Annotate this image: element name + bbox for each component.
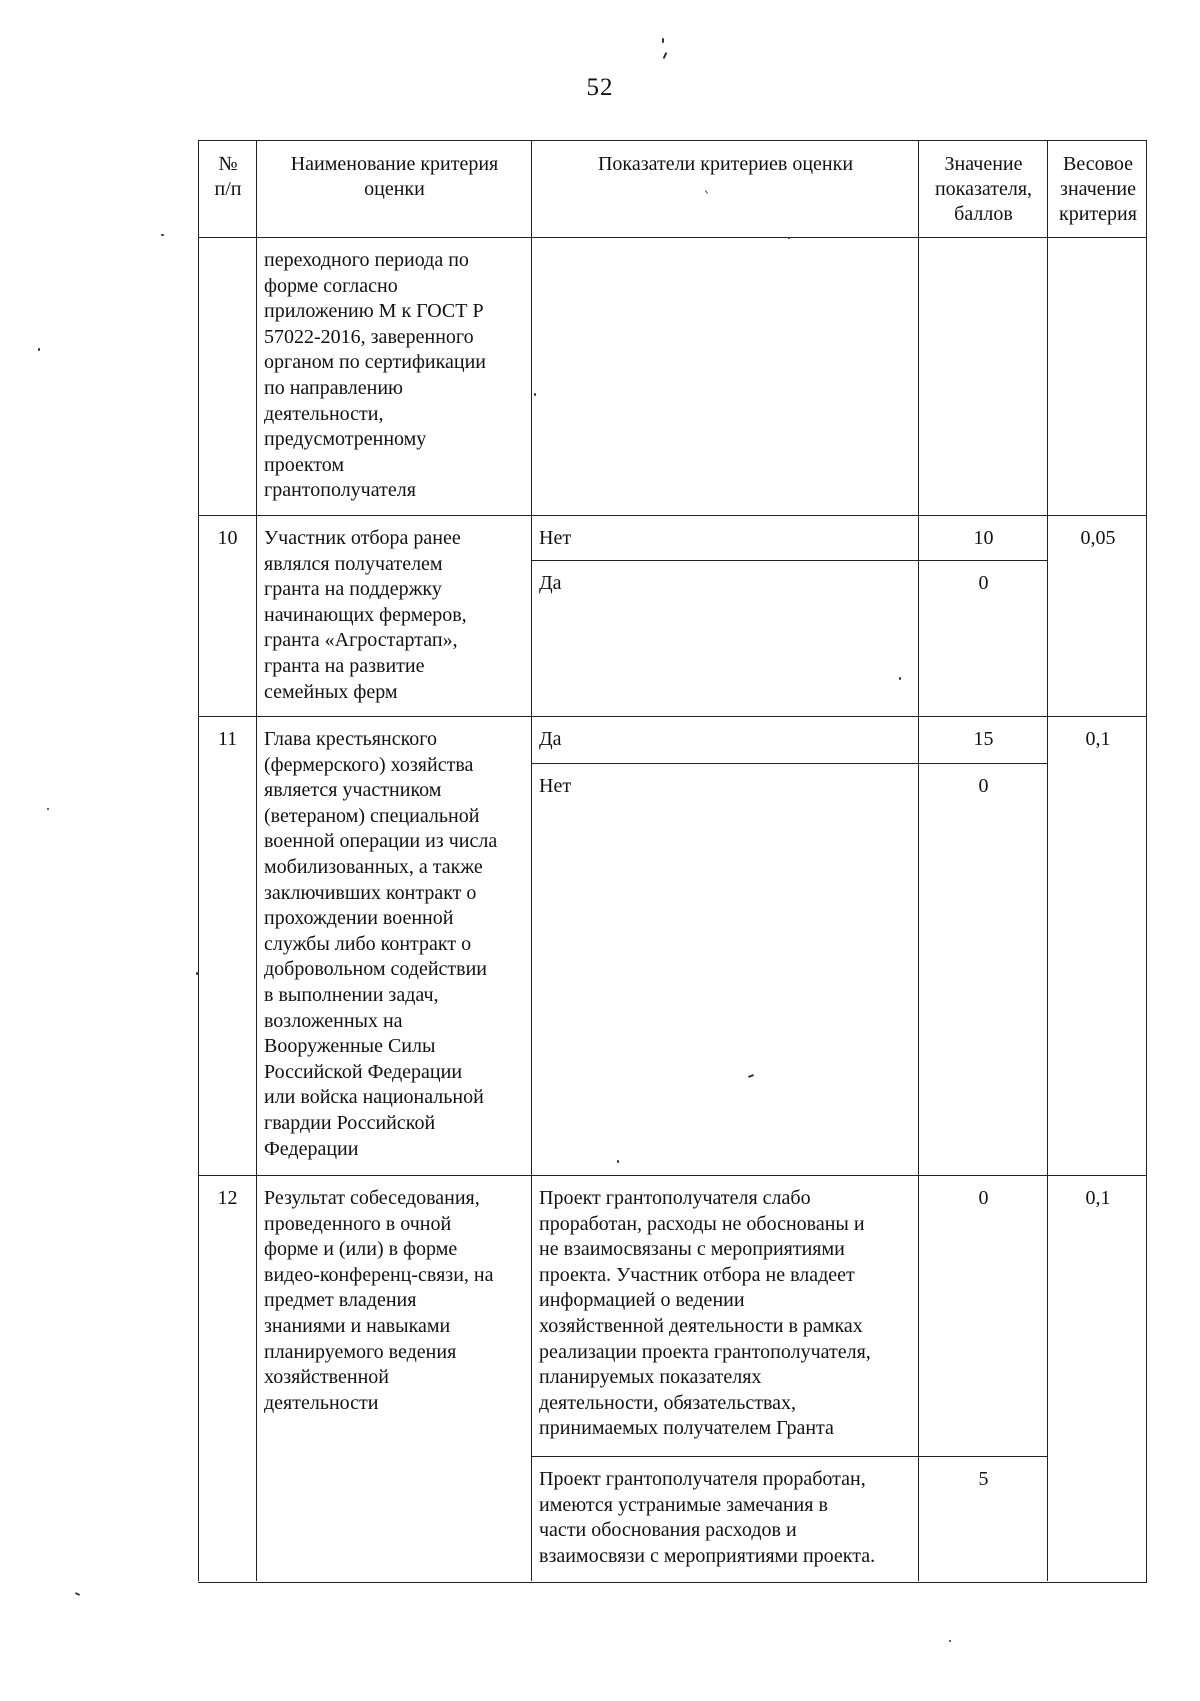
row-10-option-1-value: 10 xyxy=(918,515,1047,560)
header-value: Значение показателя, баллов xyxy=(918,140,1047,237)
row-11-weight: 0,1 xyxy=(1047,716,1147,1175)
continuation-value-cell xyxy=(918,237,1047,515)
row-10-criterion-name: Участник отбора ранее являлся получателем гранта на поддержку начинающих фермеров, гранта «Агростартап», гранта на развитие семейных ферм xyxy=(256,515,531,716)
row-11-criterion-name: Глава крестьянского (фермерского) хозяйства является участником (ветераном) специальной военной операции из числа мобилизованных, а также заключивших контракт о прохождении военной службы либо контракт о добровольном содействии в выполнении задач, возложенных на Вооруженные Силы Российской Федерации или войска национальной гвардии Российской Федерации xyxy=(256,716,531,1175)
row-10-num: 10 xyxy=(198,515,256,716)
row-12-option-1-indicator: Проект грантополучателя слабо проработан, расходы не обоснованы и не взаимосвязаны с мероприятиями проекта. Участник отбора не владеет информацией о ведении хозяйственной деятельности в рамках реализации проекта грантополучателя, планируемых показателях деятельности, обязательствах, принимаемых получателем Гранта xyxy=(531,1175,918,1456)
row-11-num: 11 xyxy=(198,716,256,1175)
row-12-option-1-value: 0 xyxy=(918,1175,1047,1456)
page-number: 52 xyxy=(586,74,614,101)
row-10-weight: 0,05 xyxy=(1047,515,1147,716)
row-12-num: 12 xyxy=(198,1175,256,1581)
row-12-option-2-indicator: Проект грантополучателя проработан, имеются устранимые замечания в части обоснования расходов и взаимосвязи с мероприятиями проекта. xyxy=(531,1456,918,1581)
header-num: № п/п xyxy=(198,140,256,237)
row-12-option-2-value: 5 xyxy=(918,1456,1047,1581)
header-criterion-name: Наименование критерия оценки xyxy=(256,140,531,237)
row-11-option-2-value: 0 xyxy=(918,763,1047,1175)
row-11-option-1-value: 15 xyxy=(918,716,1047,763)
row-11-option-2-indicator: Нет xyxy=(531,763,918,1175)
row-12-weight: 0,1 xyxy=(1047,1175,1147,1581)
row-10-option-2-value: 0 xyxy=(918,560,1047,716)
continuation-criterion-name: переходного периода по форме согласно приложению М к ГОСТ Р 57022-2016, заверенного органом по сертификации по направлению деятельности, предусмотренному проектом грантополучателя xyxy=(256,237,531,515)
row-11-option-1-indicator: Да xyxy=(531,716,918,763)
row-10-option-1-indicator: Нет xyxy=(531,515,918,560)
header-weight: Весовое значение критерия xyxy=(1047,140,1147,237)
row-12-criterion-name: Результат собеседования, проведенного в очной форме и (или) в форме видео-конференц-связи, на предмет владения знаниями и навыками планируемого ведения хозяйственной деятельности xyxy=(256,1175,531,1581)
criteria-table xyxy=(198,140,1147,1583)
continuation-num-cell xyxy=(198,237,256,515)
continuation-weight-cell xyxy=(1047,237,1147,515)
continuation-indicator-cell xyxy=(531,237,918,515)
header-indicators: Показатели критериев оценки xyxy=(531,140,918,237)
row-10-option-2-indicator: Да xyxy=(531,560,918,716)
